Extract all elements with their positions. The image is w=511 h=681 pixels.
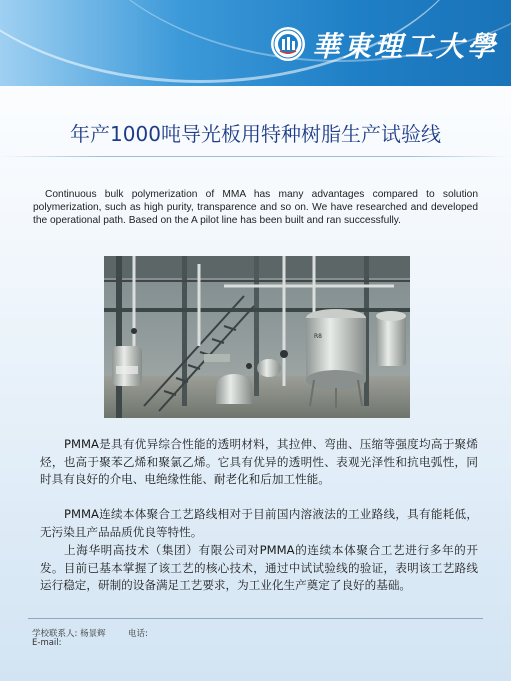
university-name: 華東理工大學 bbox=[312, 30, 499, 63]
chinese-paragraph-advantages: PMMA连续本体聚合工艺路线相对于目前国内溶液法的工业路线，具有能耗低，无污染且产品品质优良等特性。 bbox=[40, 507, 478, 539]
email-label: E-mail: bbox=[32, 638, 62, 648]
pilot-line-photo bbox=[104, 256, 410, 418]
english-summary: Continuous bulk polymerization of MMA has many advantages compared to solution polymerization, such as high purity, transparence and so on. We have researched and developed the operational path. Based on the A pilot line has been built and ran successfully. bbox=[33, 189, 478, 227]
contact-person: 学校联系人: 杨景辉 bbox=[32, 629, 106, 639]
university-logo-icon bbox=[270, 26, 306, 62]
pilot-line-photo-illustration bbox=[104, 256, 410, 418]
page-title: 年产1000吨导光板用特种树脂生产试验线 bbox=[70, 122, 441, 146]
phone-label: 电话: bbox=[128, 629, 148, 639]
header-banner bbox=[0, 0, 511, 86]
title-divider bbox=[0, 156, 511, 157]
chinese-paragraph-properties: PMMA是具有优异综合性能的透明材料，其拉伸、弯曲、压缩等强度均高于聚烯烃，也高于聚苯乙烯和聚氯乙烯。它具有优异的透明性、表观光泽性和抗电弧性，同时具有良好的介电、电绝缘性能、耐老化和后加工性能。 bbox=[40, 437, 478, 486]
vessel-label: R8 bbox=[314, 333, 322, 340]
footer-divider bbox=[28, 618, 483, 619]
chinese-paragraph-development: 上海华明高技术（集团）有限公司对PMMA的连续本体聚合工艺进行多年的开发。目前已基本掌握了该工艺的核心技术，通过中试试验线的验证，表明该工艺路线运行稳定，研制的设备满足工艺要求，为工业化生产奠定了良好的基础。 bbox=[40, 543, 478, 592]
